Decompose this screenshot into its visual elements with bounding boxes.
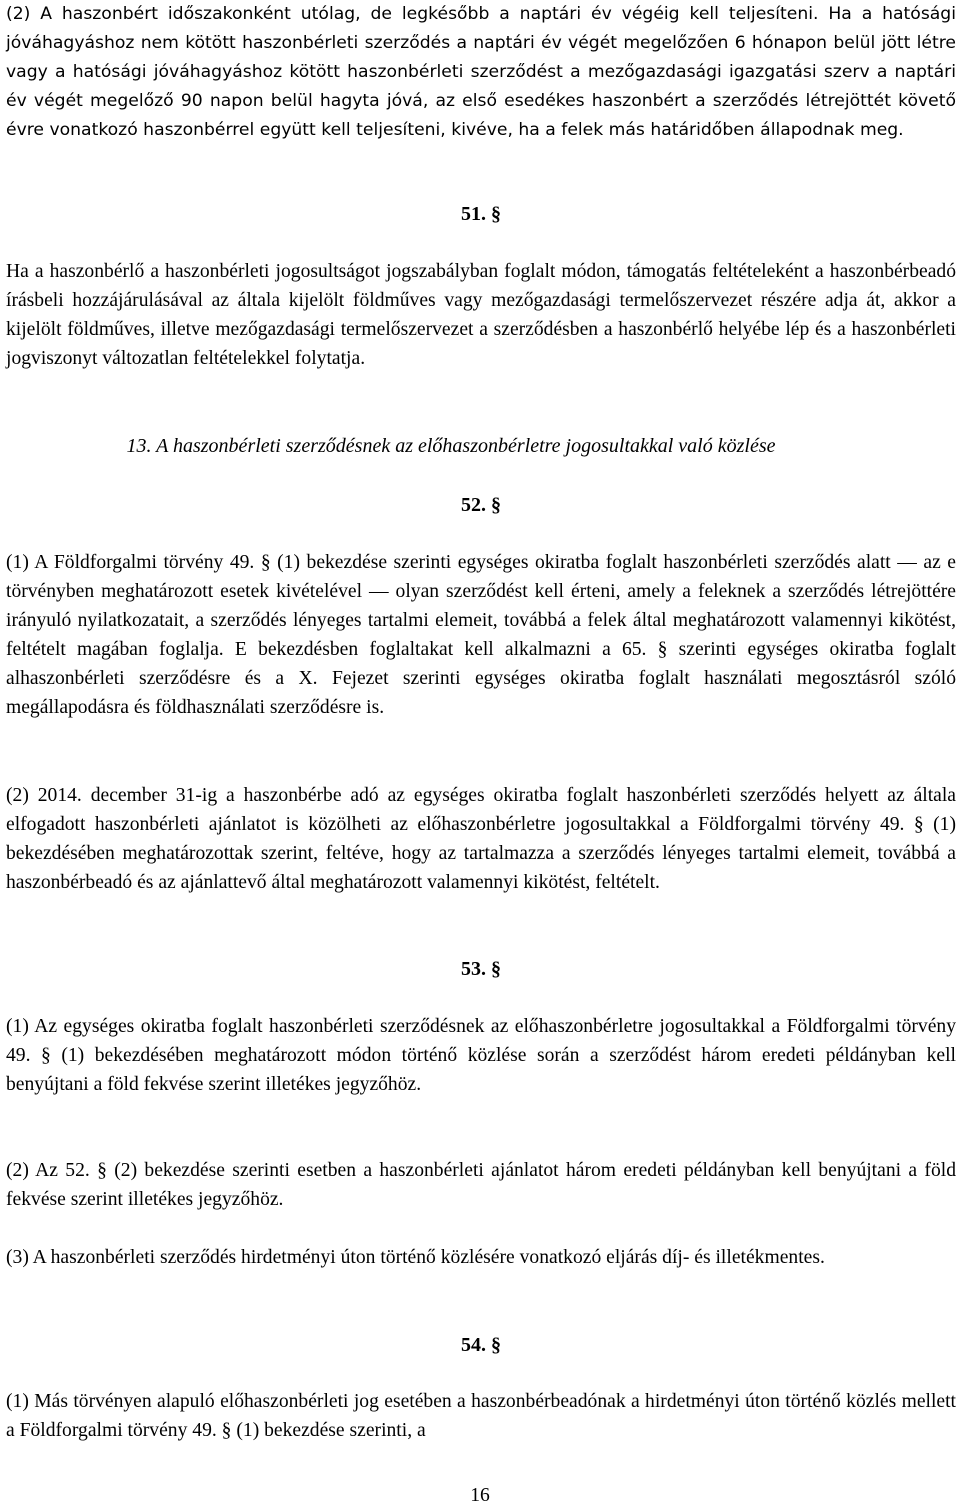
section-52-heading: 52. § — [461, 494, 501, 516]
section-54-paragraph-1: (1) Más törvényen alapuló előhaszonbérleti jog esetében a haszonbérbeadónak a hirdetményi úton történő közlés mellett a Földforgalmi törvény 49. § (1) bekezdése szerinti, a — [6, 1391, 956, 1442]
section-51-heading: 51. § — [461, 203, 501, 225]
section-52-paragraph-1: (1) A Földforgalmi törvény 49. § (1) bekezdése szerinti egységes okiratba foglalt haszonbérleti szerződés alatt ― az e törvényben meghatározott esetek kivételével ― olyan szerződést kell érteni, amely a feleknek a szerződés létrejöttére irányuló nyilatkozatait, a szerződés lényeges tartalmi elemeit, továbbá a felek által meghatározott valamennyi kikötést, feltételt magában foglalja. E bekezdésben foglaltakat kell alkalmazni a 65. § szerinti egységes okiratba foglalt alhaszonbérleti szerződésre és a X. Fejezet szerinti egységes okiratba foglalt használati megosztásról szóló megállapodásra és földhasználati szerződésre is. — [6, 552, 956, 719]
section-53-paragraph-2: (2) Az 52. § (2) bekezdése szerinti esetben a haszonbérleti ajánlatot három eredeti példányban kell benyújtani a föld fekvése szerint illetékes jegyzőhöz. — [6, 1160, 956, 1211]
section-53-paragraph-1: (1) Az egységes okiratba foglalt haszonbérleti szerződésnek az előhaszonbérletre jogosultakkal a Földforgalmi törvény 49. § (1) bekezdésében meghatározott módon történő közlése során a szerződést három eredeti példányban kell benyújtani a föld fekvése szerint illetékes jegyzőhöz. — [6, 1016, 956, 1096]
paragraph-50-2: (2) A haszonbért időszakonként utólag, de legkésőbb a naptári év végéig kell teljesíteni. Ha a hatósági jóváhagyáshoz nem kötött haszonbérleti szerződés a naptári év végét megelőzően 6 hónapon belül jött létre vagy a hatósági jóváhagyáshoz kötött haszonbérleti szerződést a mezőgazdasági igazgatási szerv a naptári év végét megelőző 90 napon belül hagyta jóvá, az első esedékes haszonbért a szerződés létrejöttét követő évre vonatkozó haszonbérrel együtt kell teljesíteni, kivéve, ha a felek más határidőben állapodnak meg. — [6, 4, 956, 141]
section-53-paragraph-3: (3) A haszonbérleti szerződés hirdetményi úton történő közlésére vonatkozó eljárás díj- és illetékmentes. — [6, 1247, 825, 1268]
section-54-heading: 54. § — [461, 1334, 501, 1356]
page-number: 16 — [470, 1485, 490, 1506]
section-53-heading: 53. § — [461, 958, 501, 980]
section-52-paragraph-2: (2) 2014. december 31-ig a haszonbérbe adó az egységes okiratba foglalt haszonbérleti szerződés helyett az általa elfogadott haszonbérleti ajánlatot is közölheti az előhaszonbérletre jogosultakkal a Földforgalmi törvény 49. § (1) bekezdésében meghatározottak szerint, feltéve, hogy az tartalmazza a szerződés lényeges tartalmi elemeit, továbbá a haszonbérbeadó és az ajánlattevő által meghatározott valamennyi kikötést, feltételt. — [6, 785, 956, 894]
section-51-text: Ha a haszonbérlő a haszonbérleti jogosultságot jogszabályban foglalt módon, támogatás feltételeként a haszonbérbeadó írásbeli hozzájárulásával az általa kijelölt földműves vagy mezőgazdasági termelőszervezet részére adja át, akkor a kijelölt földműves, illetve mezőgazdasági termelőszervezet a szerződésben a haszonbérlő helyébe lép és a haszonbérleti jogviszonyt változatlan feltételekkel folytatja. — [6, 261, 956, 370]
chapter-13-title: 13. A haszonbérleti szerződésnek az előhaszonbérletre jogosultakkal való közlése — [126, 435, 776, 457]
